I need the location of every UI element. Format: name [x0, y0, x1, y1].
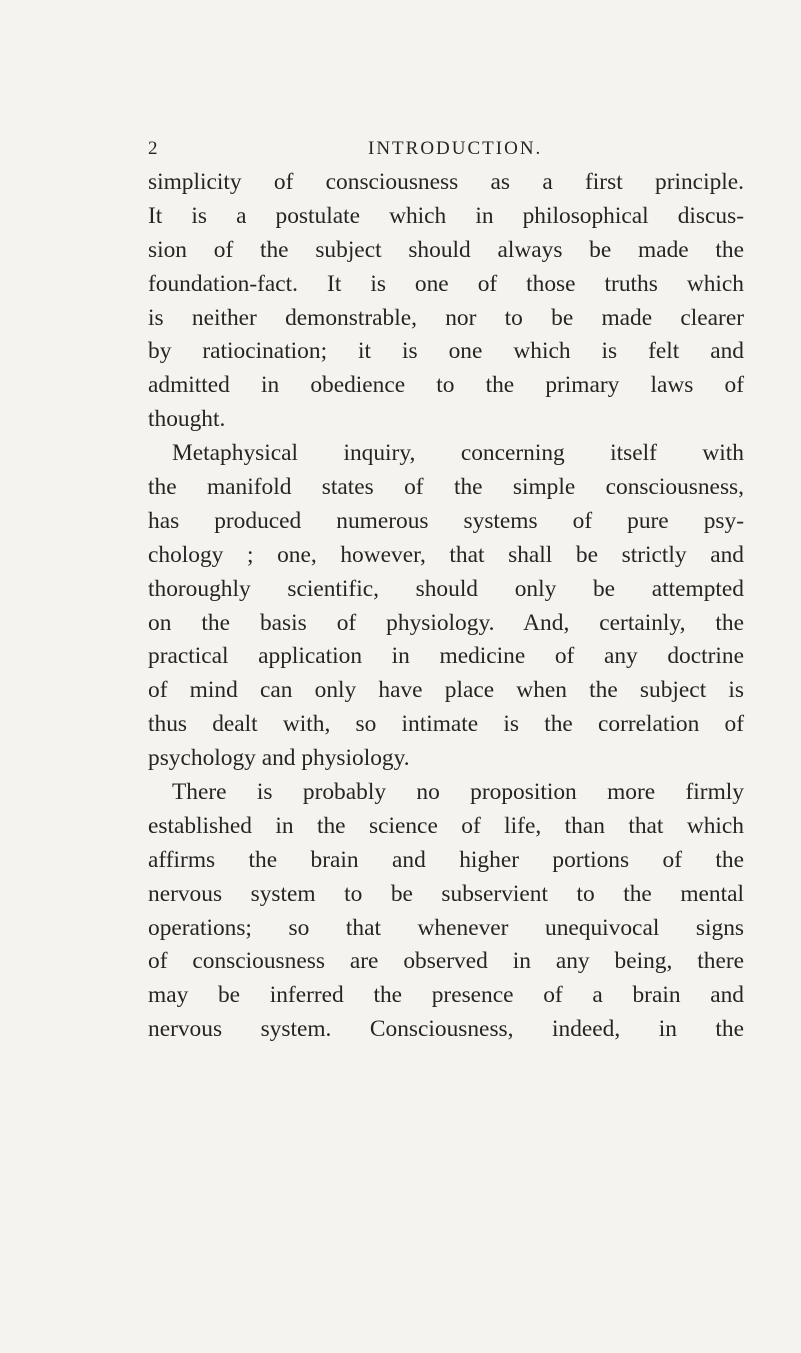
text-line: thought. — [148, 406, 226, 433]
page-number: 2 — [148, 138, 160, 159]
text-line: nervous system. Consciousness, indeed, in the — [148, 1016, 744, 1043]
text-line: admitted in obedience to the primary laws of — [148, 372, 744, 399]
text-line: on the basis of physiology. And, certainly, the — [148, 609, 744, 636]
text-line: nervous system to be subservient to the mental — [148, 880, 744, 907]
text-line: operations; so that whenever unequivocal signs — [148, 914, 744, 941]
running-head — [148, 134, 744, 164]
text-line: practical application in medicine of any doctrine — [148, 643, 744, 670]
text-line: thoroughly scientific, should only be attempted — [148, 575, 744, 602]
text-line: chology ; one, however, that shall be strictly and — [148, 541, 744, 568]
text-line: by ratiocination; it is one which is felt and — [148, 338, 744, 365]
text-line: the manifold states of the simple consciousness, — [148, 474, 744, 501]
text-line: established in the science of life, than that which — [148, 812, 744, 839]
running-title: INTRODUCTION. — [368, 138, 543, 159]
text-line: There is probably no proposition more firmly — [172, 779, 744, 806]
text-line: has produced numerous systems of pure psy- — [148, 507, 744, 534]
text-line: thus dealt with, so intimate is the correlation of — [148, 711, 744, 738]
text-line: may be inferred the presence of a brain and — [148, 982, 744, 1009]
text-line: foundation-fact. It is one of those truths which — [148, 270, 744, 297]
text-line: of mind can only have place when the subject is — [148, 677, 744, 704]
text-line: is neither demonstrable, nor to be made clearer — [148, 304, 744, 331]
text-line: of consciousness are observed in any being, there — [148, 948, 744, 975]
text-line: Metaphysical inquiry, concerning itself with — [172, 440, 744, 467]
text-line: It is a postulate which in philosophical discus- — [148, 202, 744, 229]
text-line: affirms the brain and higher portions of the — [148, 846, 744, 873]
body-text — [148, 166, 744, 1047]
text-line: sion of the subject should always be made the — [148, 236, 744, 263]
text-line: psychology and physiology. — [148, 745, 410, 772]
text-line: simplicity of consciousness as a first principle. — [148, 169, 744, 195]
